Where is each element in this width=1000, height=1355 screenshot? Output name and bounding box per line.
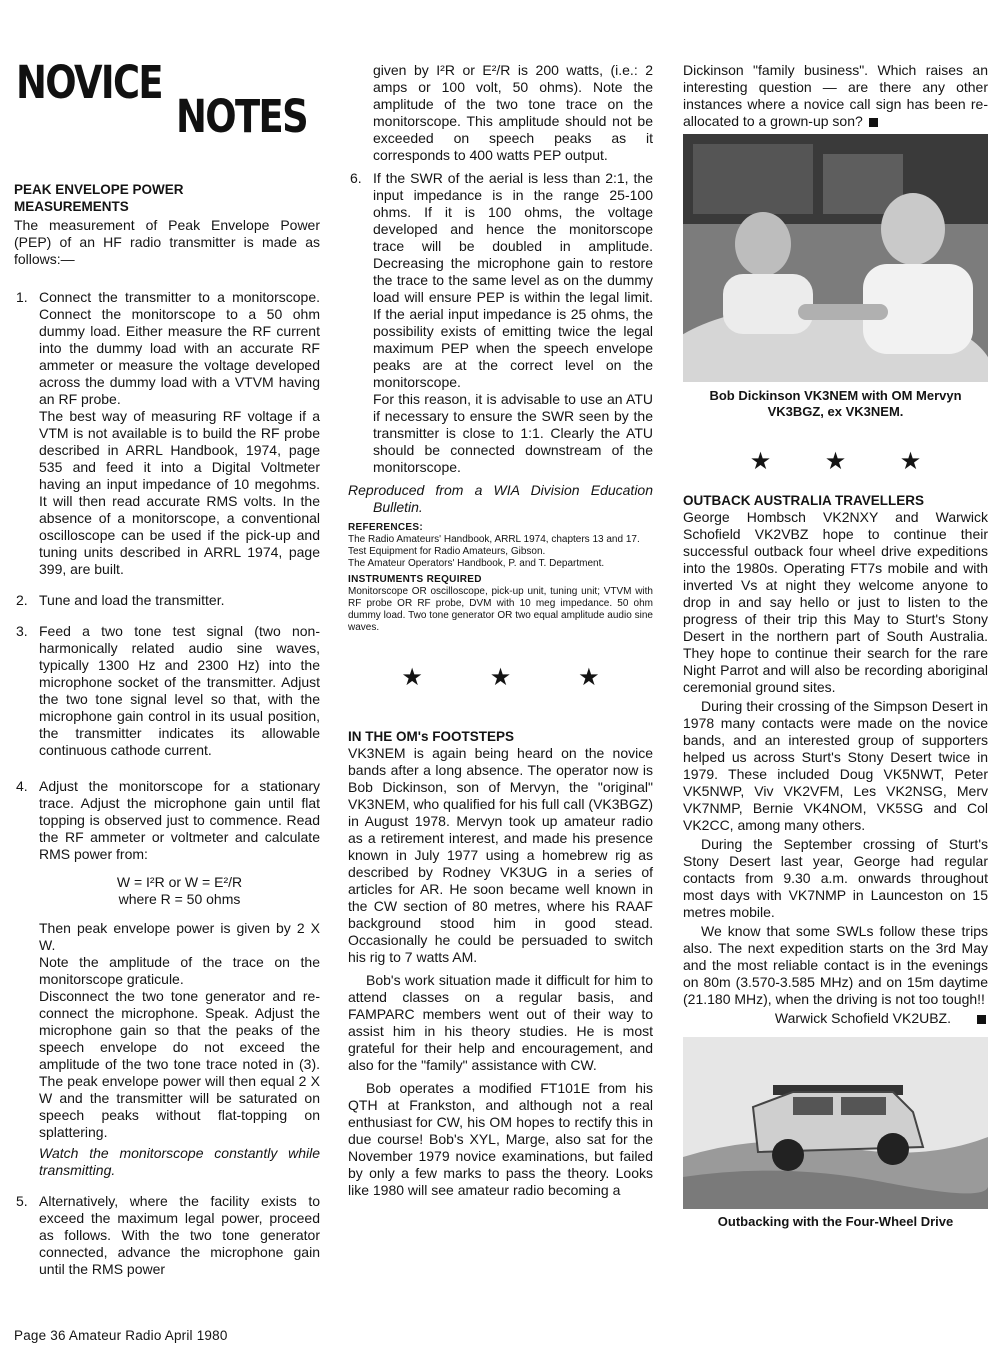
star-icon: ★	[899, 448, 922, 475]
om-continued-text: Dickinson "family business". Which raises an interesting question — are there any other instances where a novice call sign has been re-allocated to a grown-up son?	[683, 62, 988, 129]
formula-line1: W = I²R or W = E²/R	[116, 874, 243, 890]
step-number: 1.	[16, 289, 28, 305]
step-number: 4.	[16, 778, 28, 794]
references-heading: REFERENCES:	[348, 522, 423, 533]
reference-item: The Radio Amateurs' Handbook, ARRL 1974, chapters 13 and 17.	[348, 534, 640, 545]
step-4-watch: Watch the monitorscope constantly while transmitting.	[39, 1145, 320, 1178]
photo-caption-dickinson: Bob Dickinson VK3NEM with OM Mervyn VK3BGZ, ex VK3NEM.	[709, 388, 962, 419]
outback-heading: OUTBACK AUSTRALIA TRAVELLERS	[683, 493, 924, 508]
section-divider-stars	[683, 450, 988, 474]
page-footer: Page 36 Amateur Radio April 1980	[14, 1328, 228, 1343]
om-paragraph-1: VK3NEM is again being heard on the novice bands after a long absence. The operator now is Bob Dickinson, son of Mervyn, the "original" VK3NEM, who qualified for his full call (VK3BGZ) in August 1978. Mervyn took up amateur radio as a retirement interest, and made his presence known in July 1977 using a homebrew rig as described by Rodney VK3UG in a series of articles for AR. He soon became well known in the CW section of 80 metres, where his RAAF background stood him in good stead. Occasionally he could be persuaded to switch his rig to 7 watts AM.	[348, 745, 653, 965]
step-3-text: Feed a two tone test signal (two non-harmonically related audio sine waves, typically 1300 Hz and 2300 Hz) into the microphone socket of the transmitter. Adjust the two tone signal level so that, with the microphone gain control in its usual position, the transmitter indicates its allowable continuous cathode current.	[39, 623, 320, 758]
step-4	[14, 778, 320, 1179]
references-list	[348, 534, 653, 570]
column-2	[348, 62, 653, 1199]
outback-paragraph-2: During their crossing of the Simpson Desert in 1978 many contacts were made on the novice bands, and an interested group of supporters helped us across Sturt's Stony Desert twice in 1979. These included Doug VK5NWT, Peter VK5NWP, Viv VK2VFM, Les VK2NSG, Merv VK7NMP, Bernie VK4NOM, VK5SG and Col VK2CC, among many others.	[683, 698, 988, 833]
reference-item: The Amateur Operators' Handbook, P. and T. Department.	[348, 558, 605, 569]
step-5-text: Alternatively, where the facility exists to exceed the maximum legal power, proceed as follows. With the two tone generator connected, advance the microphone gain until the RMS power	[39, 1193, 320, 1277]
section-divider-stars	[348, 666, 653, 690]
outback-paragraph-1: George Hombsch VK2NXY and Warwick Schofield VK2VBZ hope to continue their successful outback four wheel drive expeditions into the 1980s. Operating FT7s mobile and with inverted Vs at night they welcome anyone to drop in and say hello or just to listen to the progress of their trip this May to Sturt's Stony Desert in the northern part of South Australia. They hope to continue their search for the rare Night Parrot and will also be recording aboriginal ceremonial ground sites.	[683, 509, 988, 695]
star-icon: ★	[401, 664, 423, 691]
reproduced-note: Reproduced from a WIA Division Education Bulletin.	[348, 482, 653, 515]
step-1-note: The best way of measuring RF voltage if a VTM is not available is to build the RF probe described in ARRL Handbook, 1974, page 535 and feed it into a Digital Voltmeter having an input impedance of 10 megohms. It will then read accurate RMS volts. In the absence of a monitorscope, a conventional oscilloscope can be used if the pick-up and tuning units described in ARRL 1974, page 399, are built.	[39, 408, 320, 577]
signature-line	[683, 1010, 988, 1027]
om-paragraph-3: Bob operates a modified FT101E from his QTH at Frankston, and although not a real enthusiast for CW, his OM hopes to rectify this in due course! Bob's XYL, Marge, also sat for the November 1979 novice examinations, but failed by only a few marks to pass the theory. Looks like 1980 will see amateur radio becoming a	[348, 1080, 653, 1198]
step-6-atu: For this reason, it is advisable to use an ATU if necessary to ensure the SWR seen by the transmitter is close to 1:1. Clearly the ATU should be connected downstream of the monitorscope.	[373, 391, 653, 475]
photo-four-wheel-drive	[683, 1037, 988, 1209]
formula-line2: where R = 50 ohms	[118, 891, 241, 907]
step-number: 5.	[16, 1193, 28, 1209]
column-1	[14, 181, 320, 1278]
pep-heading-line2: MEASUREMENTS	[14, 199, 129, 214]
step-2	[14, 592, 320, 609]
pep-intro: The measurement of Peak Envelope Power (PEP) of an HF radio transmitter is made as follows:—	[14, 217, 320, 267]
reference-item: Test Equipment for Radio Amateurs, Gibson.	[348, 546, 546, 557]
step-6	[348, 170, 653, 476]
step-5	[14, 1193, 320, 1278]
instruments-heading: INSTRUMENTS REQUIRED	[348, 574, 482, 585]
power-formula	[39, 874, 320, 908]
outback-paragraph-4: We know that some SWLs follow these trips also. The next expedition starts on the 3rd May and the most reliable contact is in the evenings on 80m (3.570-3.585 MHz) and on 15m daytime (21.180 MHz), when the driving is not too tough!!	[683, 923, 988, 1007]
outback-paragraph-3: During the September crossing of Sturt's Stony Desert last year, George had regular contacts from 9.30 a.m. onwards throughout most days with VK7NMP in Launceston on 15 metres mobile.	[683, 836, 988, 920]
om-continued	[683, 62, 988, 130]
photo-four-wheel-drive-image	[683, 1037, 988, 1209]
title-novice: NOVICE	[16, 56, 162, 109]
star-icon: ★	[489, 664, 512, 691]
pep-heading	[14, 181, 320, 215]
pep-heading-line1: PEAK ENVELOPE POWER	[14, 182, 184, 197]
step-1-text: Connect the transmitter to a monitorscope. Connect the monitorscope to a 50 ohm dummy load. Either measure the RF current into the dummy load with an accurate RF ammeter or measure the voltage developed across the dummy load with a VTVM having an RF probe.	[39, 289, 320, 407]
step-2-text: Tune and load the transmitter.	[39, 592, 225, 608]
star-icon: ★	[749, 448, 772, 475]
step-4-note: Note the amplitude of the trace on the monitorscope graticule.	[39, 954, 320, 987]
masthead	[16, 56, 336, 143]
photo-dickinson	[683, 134, 988, 382]
step-4-text: Adjust the monitorscope for a stationary trace. Adjust the microphone gain until flat topping is observed just to commence. Read the RF ammeter or voltmeter and calculate RMS power from:	[39, 778, 320, 862]
column-3	[683, 62, 988, 1230]
step-number: 6.	[350, 170, 362, 186]
step-5-continued: given by I²R or E²/R is 200 watts, (i.e.: 2 amps or 100 volt, 50 ohms). Note the amplitude of the two tone trace on the monitorscope. This amplitude should not be exceeded on speech peaks as it corresponds to 400 watts PEP output.	[373, 62, 653, 163]
step-4-disconnect: Disconnect the two tone generator and re-connect the microphone. Speak. Adjust the microphone gain so that the peaks of the speech envelope do not exceed the amplitude of the two tone trace noted in (3). The peak envelope power will then equal 2 X W and the transmitter will be saturated on speech peaks without flat-topping on splattering.	[39, 988, 320, 1140]
signature: Warwick Schofield VK2UBZ.	[774, 1010, 951, 1026]
star-icon: ★	[824, 448, 847, 475]
step-6-text: If the SWR of the aerial is less than 2:1, the input impedance is in the range 25-100 ohms. If it is 100 ohms, the voltage developed and hence the monitorscope trace will be doubled in amplitude. Decreasing the microphone gain to restore the trace to the same level as on the dummy load will ensure PEP is within the legal limit. If the aerial input impedance is 25 ohms, the possibility exists of emitting twice the legal maximum PEP when the speech envelope peaks are at the correct level on the monitorscope.	[373, 170, 653, 390]
end-mark-icon	[977, 1015, 986, 1024]
step-4-pep: Then peak envelope power is given by 2 X W.	[39, 920, 320, 953]
step-number: 2.	[16, 592, 28, 608]
instruments-list: Monitorscope OR oscilloscope, pick-up unit, tuning unit; VTVM with RF probe OR RF probe, DVM with 10 meg impedance. 50 ohm dummy load. Two tone generator OR two equal amplitude audio sine waves.	[348, 586, 653, 633]
om-footsteps-heading: IN THE OM's FOOTSTEPS	[348, 729, 514, 744]
photo-dickinson-image	[683, 134, 988, 382]
step-3	[14, 623, 320, 759]
step-number: 3.	[16, 623, 28, 639]
step-1	[14, 289, 320, 578]
photo-caption-four-wheel-drive: Outbacking with the Four-Wheel Drive	[717, 1214, 954, 1229]
star-icon: ★	[578, 664, 600, 691]
title-notes: NOTES	[176, 90, 308, 143]
end-mark-icon	[869, 118, 878, 127]
om-paragraph-2: Bob's work situation made it difficult for him to attend classes on a regular basis, and FAMPARC members went out of their way to assist him in his theory studies. He is most grateful for their help and encouragement, and also for the "family" assistance with CW.	[348, 972, 653, 1073]
